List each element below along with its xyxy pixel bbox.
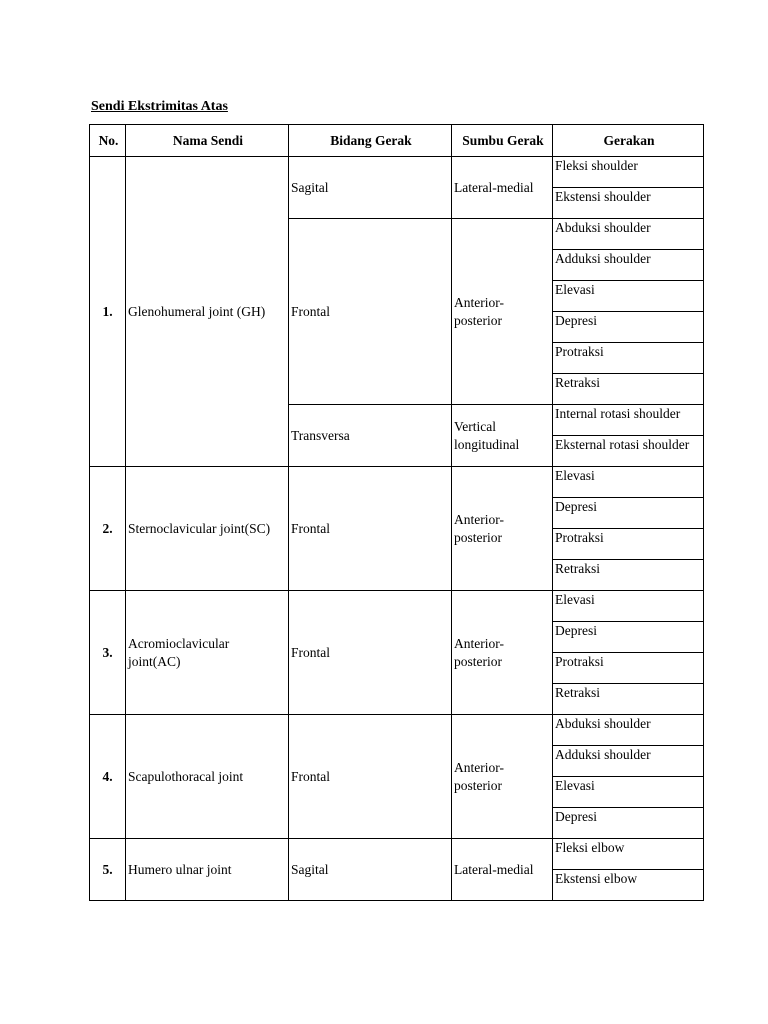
movement-plane: Frontal [289, 467, 452, 591]
header-gerakan: Gerakan [553, 125, 704, 157]
movement: Fleksi shoulder [553, 157, 704, 188]
document-title: Sendi Ekstrimitas Atas [91, 99, 228, 114]
movement: Ekstensi shoulder [553, 188, 704, 219]
table-header-row [90, 125, 704, 157]
movement: Protraksi [553, 653, 704, 684]
joint-number: 2. [90, 467, 126, 591]
movement: Depresi [553, 312, 704, 343]
movement: Elevasi [553, 467, 704, 498]
movement: Adduksi shoulder [553, 250, 704, 281]
movement: Depresi [553, 622, 704, 653]
joint-number: 1. [90, 157, 126, 467]
movement: Eksternal rotasi shoulder [553, 436, 704, 467]
movement: Internal rotasi shoulder [553, 405, 704, 436]
movement-axis: Anterior- posterior [452, 219, 553, 405]
movement-plane: Frontal [289, 219, 452, 405]
movement-plane: Frontal [289, 715, 452, 839]
movement: Retraksi [553, 374, 704, 405]
joint-number: 5. [90, 839, 126, 901]
joint-name: Glenohumeral joint (GH) [126, 157, 289, 467]
movement: Elevasi [553, 777, 704, 808]
header-no: No. [90, 125, 126, 157]
table-row [90, 591, 704, 622]
table-row [90, 715, 704, 746]
movement-plane: Frontal [289, 591, 452, 715]
joint-name: Sternoclavicular joint(SC) [126, 467, 289, 591]
movement: Retraksi [553, 684, 704, 715]
movement-axis: Lateral-medial [452, 839, 553, 901]
joint-name: Scapulothoracal joint [126, 715, 289, 839]
joint-name: Humero ulnar joint [126, 839, 289, 901]
movement: Adduksi shoulder [553, 746, 704, 777]
movement-plane: Sagital [289, 157, 452, 219]
movement-axis: Lateral-medial [452, 157, 553, 219]
movement: Retraksi [553, 560, 704, 591]
header-bidang-gerak: Bidang Gerak [289, 125, 452, 157]
movement: Elevasi [553, 591, 704, 622]
movement: Depresi [553, 498, 704, 529]
movement: Elevasi [553, 281, 704, 312]
movement-axis: Anterior- posterior [452, 467, 553, 591]
movement-axis: Anterior- posterior [452, 715, 553, 839]
table-row [90, 157, 704, 188]
movement: Abduksi shoulder [553, 219, 704, 250]
joint-number: 3. [90, 591, 126, 715]
movement-plane: Sagital [289, 839, 452, 901]
joint-number: 4. [90, 715, 126, 839]
movement: Ekstensi elbow [553, 870, 704, 901]
movement-plane: Transversa [289, 405, 452, 467]
joint-name: Acromioclavicular joint(AC) [126, 591, 289, 715]
movement: Depresi [553, 808, 704, 839]
joints-table [89, 124, 704, 901]
movement: Fleksi elbow [553, 839, 704, 870]
table-row [90, 839, 704, 870]
movement-axis: Anterior- posterior [452, 591, 553, 715]
table-row [90, 467, 704, 498]
header-nama-sendi: Nama Sendi [126, 125, 289, 157]
movement: Abduksi shoulder [553, 715, 704, 746]
movement-axis: Vertical longitudinal [452, 405, 553, 467]
table-body [90, 157, 704, 901]
movement: Protraksi [553, 343, 704, 374]
movement: Protraksi [553, 529, 704, 560]
header-sumbu-gerak: Sumbu Gerak [452, 125, 553, 157]
